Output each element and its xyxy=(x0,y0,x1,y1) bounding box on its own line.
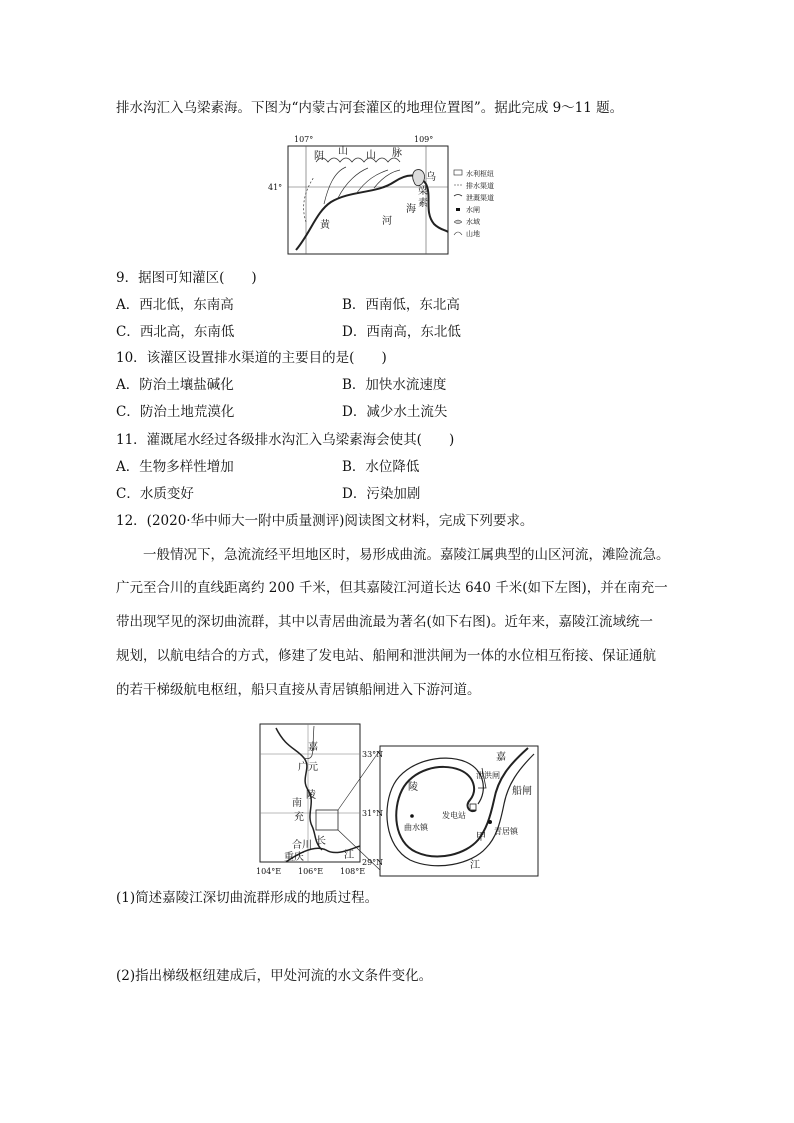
svg-text:梁: 梁 xyxy=(418,186,428,197)
svg-text:甲: 甲 xyxy=(476,832,486,843)
q10-option-a: A．防治土壤盐碱化 xyxy=(116,377,234,393)
q11-option-d: D．污染加剧 xyxy=(342,486,421,502)
intro-text: 排水沟汇入乌梁素海。下图为“内蒙古河套灌区的地理位置图”。据此完成 9～11 题。 xyxy=(116,100,624,116)
svg-text:脉: 脉 xyxy=(392,148,402,159)
svg-text:陵: 陵 xyxy=(306,790,316,801)
q11-stem: 11．灌溉尾水经过各级排水沟汇入乌梁素海会使其( ) xyxy=(116,432,455,448)
svg-text:河: 河 xyxy=(382,216,392,227)
qingju-meander-map xyxy=(378,744,540,880)
svg-text:素: 素 xyxy=(418,198,428,209)
svg-text:山: 山 xyxy=(338,146,348,157)
svg-text:嘉: 嘉 xyxy=(308,742,318,753)
svg-text:合川: 合川 xyxy=(292,840,312,851)
svg-text:黄: 黄 xyxy=(320,220,330,231)
svg-text:江: 江 xyxy=(470,860,480,871)
mountain-range xyxy=(316,158,400,162)
q12-paragraph-line-5: 的若干梯级航电枢纽，船只直接从青居镇船闸进入下游河道。 xyxy=(116,682,481,698)
svg-text:重庆: 重庆 xyxy=(284,852,304,863)
svg-text:水闸: 水闸 xyxy=(466,206,480,214)
q9-option-d: D．西南高，东北低 xyxy=(342,324,461,340)
svg-text:泄溉渠道: 泄溉渠道 xyxy=(466,194,494,202)
svg-text:33°N: 33°N xyxy=(362,750,384,759)
q12-paragraph-line-4: 规划，以航电结合的方式，修建了发电站、船闸和泄洪闸为一体的水位相互衔接、保证通航 xyxy=(116,648,656,664)
svg-text:31°N: 31°N xyxy=(362,809,384,818)
q11-option-b: B．水位降低 xyxy=(342,459,420,475)
qushui-town-marker xyxy=(410,814,414,818)
jialing-river-map xyxy=(256,718,386,878)
svg-text:曲水镇: 曲水镇 xyxy=(404,823,428,832)
svg-text:阴: 阴 xyxy=(314,151,324,162)
lat-41-label: 41° xyxy=(268,183,283,192)
svg-text:海: 海 xyxy=(406,204,416,215)
svg-text:泄洪闸: 泄洪闸 xyxy=(476,771,500,780)
svg-text:水域: 水域 xyxy=(466,218,480,226)
svg-text:山: 山 xyxy=(366,150,376,161)
q12-paragraph-line-1: 一般情况下，急流流经平坦地区时，易形成曲流。嘉陵江属典型的山区河流，滩险流急。 xyxy=(116,547,670,563)
svg-text:嘉: 嘉 xyxy=(496,752,506,763)
svg-text:106°E: 106°E xyxy=(298,867,324,876)
q11-option-a: A．生物多样性增加 xyxy=(116,459,234,475)
svg-text:排水渠道: 排水渠道 xyxy=(466,182,494,190)
hydropower-station-marker xyxy=(470,804,476,810)
svg-text:乌: 乌 xyxy=(426,172,436,183)
svg-text:发电站: 发电站 xyxy=(442,811,466,820)
wuliangsu-lake xyxy=(413,170,425,186)
q12-paragraph-line-2: 广元至合川的直线距离约 200 千米，但其嘉陵江河道长达 640 千米(如下左图)，并在南充一 xyxy=(116,580,668,596)
svg-text:长: 长 xyxy=(316,836,326,847)
q9-option-c: C．西北高，东南低 xyxy=(116,324,235,340)
qingju-town-marker xyxy=(488,820,492,824)
q12-sub-question-2: (2)指出梯级枢纽建成后，甲处河流的水文条件变化。 xyxy=(116,968,433,984)
svg-text:广元: 广元 xyxy=(298,762,318,773)
svg-text:青居镇: 青居镇 xyxy=(494,827,518,836)
q12-stem: 12．(2020·华中师大一附中质量测评)阅读图文材料，完成下列要求。 xyxy=(116,513,534,529)
q9-option-a: A．西北低，东南高 xyxy=(116,297,234,313)
hetao-map xyxy=(268,132,506,256)
q10-option-d: D．减少水土流失 xyxy=(342,404,448,420)
svg-text:104°E: 104°E xyxy=(256,867,282,876)
q9-option-b: B．西南低，东北高 xyxy=(342,297,460,313)
svg-text:108°E: 108°E xyxy=(340,867,366,876)
q9-stem: 9．据图可知灌区( ) xyxy=(116,270,257,286)
lon-109-label: 109° xyxy=(414,135,434,144)
svg-text:山地: 山地 xyxy=(466,230,480,238)
q10-option-b: B．加快水流速度 xyxy=(342,377,447,393)
svg-text:陵: 陵 xyxy=(408,782,418,793)
map-legend xyxy=(454,169,494,238)
q12-paragraph-line-3: 带出现罕见的深切曲流群，其中以青居曲流最为著名(如下右图)。近年来，嘉陵江流域统一 xyxy=(116,614,654,630)
svg-text:充: 充 xyxy=(294,812,304,823)
svg-text:船闸: 船闸 xyxy=(512,786,532,797)
q11-option-c: C．水质变好 xyxy=(116,486,194,502)
q12-sub-question-1: (1)简述嘉陵江深切曲流群形成的地质过程。 xyxy=(116,890,379,906)
svg-text:29°N: 29°N xyxy=(362,858,384,867)
q10-stem: 10．该灌区设置排水渠道的主要目的是( ) xyxy=(116,350,387,366)
svg-text:南: 南 xyxy=(292,798,302,809)
lon-107-label: 107° xyxy=(294,135,314,144)
svg-text:水利枢纽: 水利枢纽 xyxy=(466,170,494,178)
q10-option-c: C．防治土地荒漠化 xyxy=(116,404,235,420)
svg-text:江: 江 xyxy=(344,850,354,861)
